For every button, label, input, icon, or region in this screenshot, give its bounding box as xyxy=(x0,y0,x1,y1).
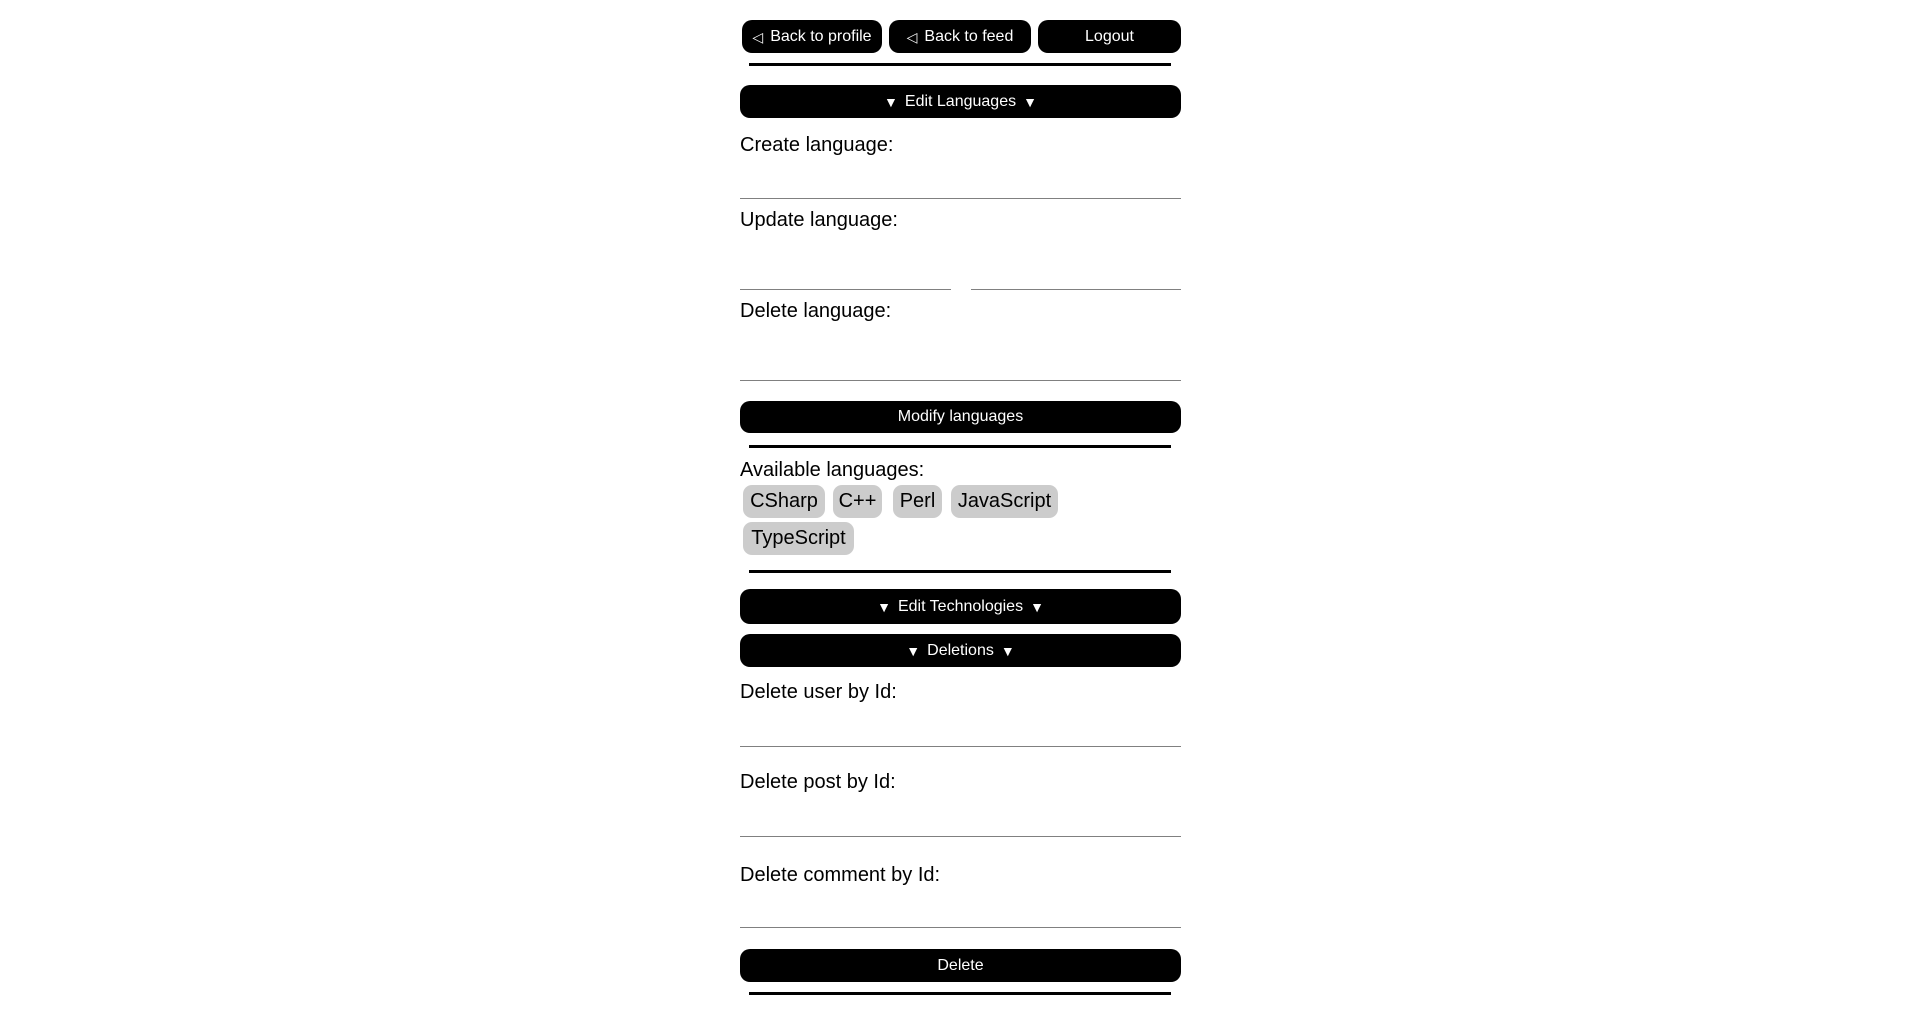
available-languages-label: Available languages: xyxy=(740,459,925,481)
language-tag-cpp: C++ xyxy=(833,485,882,518)
update-language-label: Update language: xyxy=(740,209,898,231)
delete-post-label: Delete post by Id: xyxy=(740,771,896,793)
edit-languages-toggle[interactable] xyxy=(740,85,1181,118)
delete-language-label: Delete language: xyxy=(740,300,892,322)
back-arrow-icon: ◁ xyxy=(906,28,918,45)
edit-technologies-toggle[interactable] xyxy=(740,589,1181,624)
language-tag-csharp: CSharp xyxy=(743,485,825,518)
triangle-down-icon: ▼ xyxy=(906,642,921,659)
delete-button[interactable] xyxy=(740,949,1181,982)
delete-post-input[interactable] xyxy=(740,807,1181,837)
delete-user-input[interactable] xyxy=(740,717,1181,747)
delete-user-label: Delete user by Id: xyxy=(740,681,897,703)
section-divider xyxy=(749,445,1171,448)
language-tag-typescript: TypeScript xyxy=(743,522,854,555)
modify-languages-button[interactable] xyxy=(740,401,1181,433)
update-language-name-input[interactable] xyxy=(740,260,951,290)
language-tag-javascript: JavaScript xyxy=(951,485,1058,518)
edit-languages-toggle-label: Edit Languages xyxy=(904,92,1017,110)
section-divider xyxy=(749,63,1171,66)
create-language-label: Create language: xyxy=(740,134,894,156)
section-divider xyxy=(749,992,1171,995)
triangle-down-icon: ▼ xyxy=(1000,642,1015,659)
deletions-toggle[interactable] xyxy=(740,634,1181,667)
back-to-feed-button[interactable] xyxy=(889,20,1031,53)
modify-languages-label: Modify languages xyxy=(897,408,1024,425)
triangle-down-icon: ▼ xyxy=(1030,598,1044,615)
create-language-input[interactable] xyxy=(740,169,1181,199)
delete-comment-label: Delete comment by Id: xyxy=(740,864,941,886)
back-arrow-icon: ◁ xyxy=(752,28,764,45)
deletions-toggle-label: Deletions xyxy=(927,641,994,659)
triangle-down-icon: ▼ xyxy=(877,598,891,615)
update-language-new-input[interactable] xyxy=(971,260,1181,290)
section-divider xyxy=(749,570,1171,573)
back-to-profile-label: Back to profile xyxy=(770,27,872,45)
triangle-down-icon: ▼ xyxy=(1023,93,1037,110)
triangle-down-icon: ▼ xyxy=(884,93,898,110)
logout-button[interactable] xyxy=(1038,20,1181,53)
delete-comment-input[interactable] xyxy=(740,898,1181,928)
language-tag-perl: Perl xyxy=(893,485,942,518)
back-to-profile-button[interactable] xyxy=(742,20,882,53)
logout-label: Logout xyxy=(1085,27,1134,45)
delete-button-label: Delete xyxy=(937,956,984,974)
delete-language-input[interactable] xyxy=(740,351,1181,381)
back-to-feed-label: Back to feed xyxy=(924,27,1014,45)
edit-technologies-toggle-label: Edit Technologies xyxy=(897,597,1024,615)
